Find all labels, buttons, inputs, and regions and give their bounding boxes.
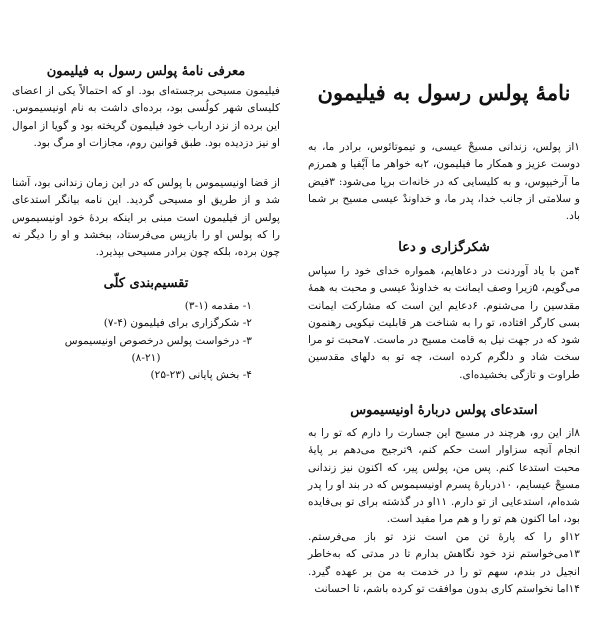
intro-paragraph-2: از قضا اونیسیموس با پولس که در این زمان زندانی بود، آشنا شد و از طریق او مسیحی گردید. این نامه بیانگر استدعای پولس از فیلیمون است مبنی بر اینکه بردهٔ خود اونیسیموس را که پولس او را بازپس می‌فرستاد، ببخشد و او را دیگر نه چون برده، بلکه چون برادر مسیحی بپذیرد.: [12, 177, 280, 259]
outline-item: ۳- درخواست پولس درخصوص اونیسیموس: [64, 334, 252, 347]
outline-item: ۱- مقدمه (۱-۳): [184, 300, 252, 312]
intro-heading: معرفی نامهٔ پولس رسول به فیلیمون: [46, 64, 246, 79]
greeting-paragraph: ۱از پولس، زندانی مسیحْ عیسی، و تیموتائوس، برادر ما، به دوست عزیز و همکار ما فیلیمون، ۲به خواهر ما آپْفیا و همرزم ما آرخیپوس، و به کلیسایی که در خانه‌ات برپا می‌شود: ۳فیض و سلامتی از جانب خدا، پدر ما، و خداوندْ عیسی مسیح بر شما باد.: [308, 141, 580, 223]
thanks-heading: شکرگزاری و دعا: [398, 240, 490, 255]
onesimus-heading: استدعای پولس دربارهٔ اونیسیموس: [350, 403, 538, 418]
page-title: نامهٔ پولس رسول به فیلیمون: [317, 80, 571, 105]
intro-paragraph-1: فیلیمون مسیحی برجسته‌ای بود. او که احتمالاً یکی از اعضای کلیسای شهر کولُسی بود، برده‌ای داشت به نام اونیسیموس. این برده از نزد ارباب خود فیلیمون گریخته بود و گویا از اموال او نیز دزدیده بود. طبق قوانین روم، مجازات او مرگ بود.: [12, 85, 280, 149]
outline-item: (۸-۲۱): [131, 351, 161, 364]
outline-item: ۲- شکرگزاری برای فیلیمون (۴-۷): [103, 317, 252, 330]
outline-item: ۴- بخش پایانی (۲۳-۲۵): [150, 369, 252, 382]
thanks-paragraph: ۴من با یاد آوردنت در دعاهایم، همواره خدای خود را سپاس می‌گویم، ۵زیرا وصف ایمانت به خداوندْ عیسی و محبت به همهٔ مقدسین را می‌شنوم. ۶دعایم این است که مشارکت ایمانت بسی کارگر افتاده، تو را به شناخت هر قابلیت نیکویی رهنمون شود که در جهت نیل به قامت مسیح در ماست. ۷محبت تو مرا سخت شاد و دلگرم کرده است، چه تو به دلهای مقدسین طراوت و تازگی بخشیده‌ای.: [308, 265, 581, 381]
outline-heading: تقسیم‌بندی کلّی: [103, 276, 189, 291]
onesimus-paragraph-2: ۱۲او را که پارهٔ تن من است نزد تو باز می‌فرستم. ۱۳می‌خواستم نزد خود نگاهش بدارم تا در مدتی که به‌خاطر انجیل در بندم، سهم تو را در خدمت به من بر عهده گیرد. ۱۴اما نخواستم کاری بدون موافقت تو کرده باشم، تا احسانت: [308, 531, 580, 595]
onesimus-paragraph-1: ۸از این رو، هرچند در مسیح این جسارت را دارم که تو را به انجام آنچه سزاوار است حکم کنم، ۹ترجیح می‌دهم بر پایهٔ محبت استدعا کنم. پس من، پولس پیر، که اکنون نیز زندانی مسیحْ عیسایم، ۱۰دربارهٔ پسرم اونیسیموس که در بند او را پدر شده‌ام، استدعایی از تو دارم. ۱۱او در گذشته برای تو بی‌فایده بود، اما اکنون هم تو را و هم مرا مفید است.: [308, 427, 580, 526]
outline-list: [12, 298, 280, 384]
